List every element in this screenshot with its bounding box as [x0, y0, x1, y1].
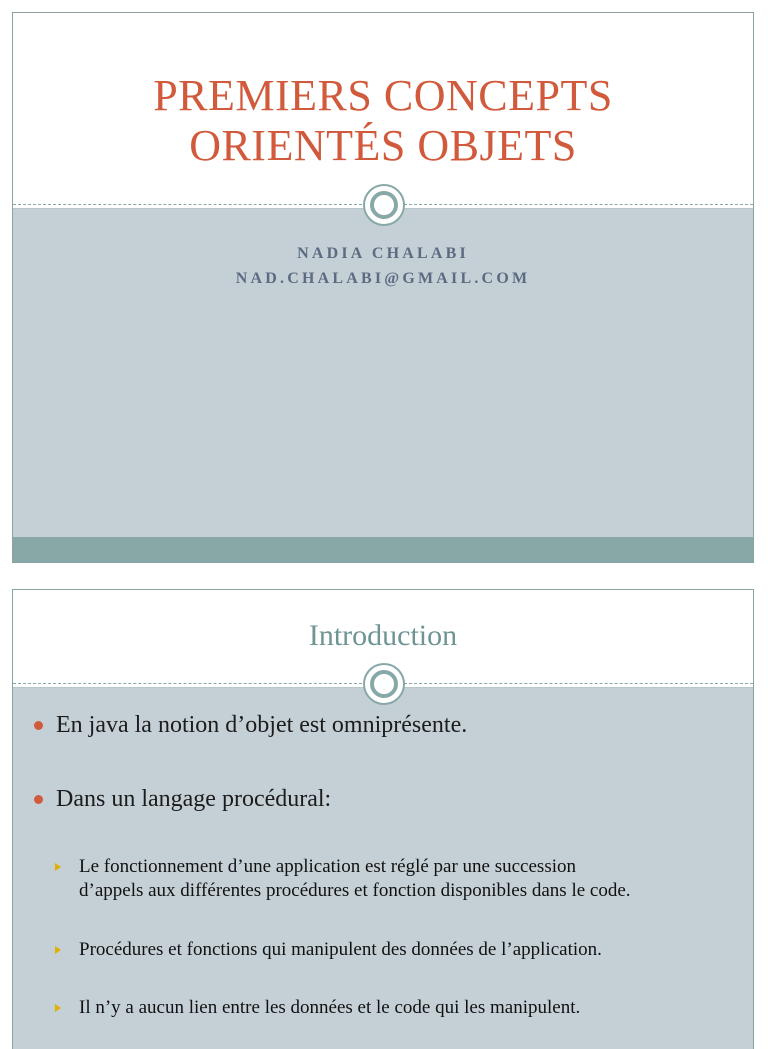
arrow-bullet-icon — [55, 1004, 61, 1012]
sub-bullet-line: d’appels aux différentes procédures et fonction disponibles dans le code. — [79, 880, 631, 901]
slide-title — [13, 71, 753, 171]
sub-bullet-line: Le fonctionnement d’une application est réglé par une succession — [79, 856, 576, 877]
circle-divider-inner — [370, 191, 398, 219]
introduction-slide — [12, 589, 754, 1049]
footer-bar — [13, 537, 753, 563]
bullet-item: En java la notion d’objet est omniprésente. — [56, 712, 468, 738]
arrow-bullet-icon — [55, 863, 61, 871]
author-email: NAD.CHALABI@GMAIL.COM — [235, 270, 531, 287]
sub-bullet-item — [79, 996, 739, 1020]
slide-title-line2: ORIENTÉS OBJETS — [189, 121, 577, 170]
sub-bullet-item — [79, 938, 739, 962]
sub-bullet-item — [79, 855, 739, 903]
bullet-dot-icon — [34, 795, 43, 804]
bullet-dot-icon — [34, 721, 43, 730]
author-name: NADIA CHALABI — [297, 245, 469, 262]
title-slide — [12, 12, 754, 563]
slide-title: Introduction — [308, 619, 458, 652]
arrow-bullet-icon — [55, 946, 61, 954]
title-area — [13, 13, 753, 205]
circle-divider-inner — [370, 670, 398, 698]
circle-divider-icon — [363, 184, 405, 226]
slide-title-line1: PREMIERS CONCEPTS — [153, 71, 613, 120]
bullet-item: Dans un langage procédural: — [56, 786, 332, 812]
sub-bullet-line: Il n’y a aucun lien entre les données et le code qui les manipulent. — [79, 997, 581, 1018]
author-block — [13, 241, 753, 291]
sub-bullet-line: Procédures et fonctions qui manipulent des données de l’application. — [79, 939, 602, 960]
circle-divider-icon — [363, 663, 405, 705]
